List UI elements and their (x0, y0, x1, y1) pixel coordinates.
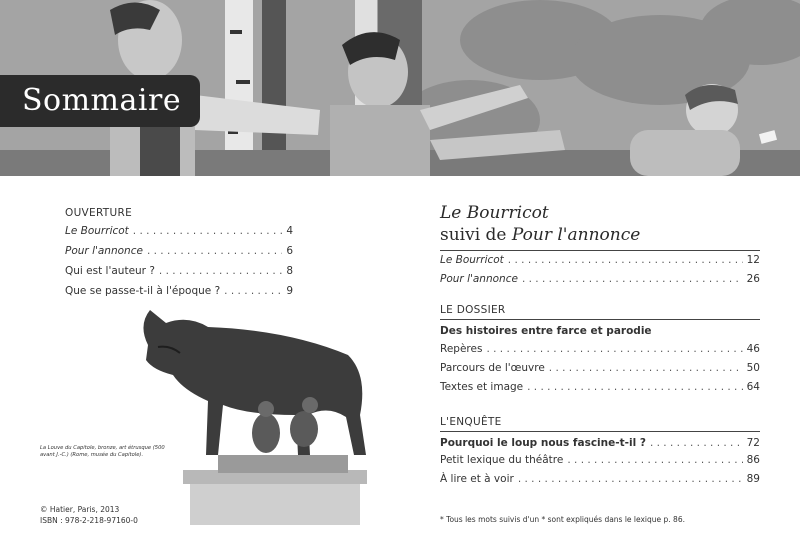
leader-dots (522, 273, 743, 285)
copyright-block (40, 504, 138, 526)
toc-entry-label: Textes et image (440, 381, 524, 393)
toc-entry[interactable] (440, 432, 760, 454)
toc-entry[interactable] (440, 454, 760, 473)
toc-entry-label: Pour l'annonce (65, 245, 143, 257)
toc-entry-page: 72 (746, 437, 760, 449)
toc-entry[interactable] (65, 245, 293, 265)
leader-dots (508, 252, 743, 268)
dossier-section (440, 304, 760, 400)
toc-entry-label: Petit lexique du théâtre (440, 454, 564, 466)
toc-entry-page: 4 (286, 225, 293, 237)
toc-entry-label: Qui est l'auteur ? (65, 265, 155, 277)
toc-entry-label: Le Bourricot (65, 225, 129, 237)
section-heading: OUVERTURE (65, 207, 133, 219)
section-subtitle: Des histoires entre farce et parodie (440, 325, 652, 337)
leader-dots (650, 433, 743, 453)
leader-dots (518, 473, 743, 485)
section-heading: L'ENQUÊTE (440, 416, 502, 428)
toc-entry-label: Que se passe-t-il à l'époque ? (65, 285, 221, 297)
toc-entry-page: 9 (286, 285, 293, 297)
work-title (440, 202, 640, 246)
toc-entry-page: 26 (746, 273, 760, 285)
toc-entry[interactable] (440, 381, 760, 400)
image-caption: La Louve du Capitole, bronze, art étrusque (500 avant J.-C.) (Rome, musée du Capitole). (40, 445, 165, 458)
toc-entry-page: 50 (746, 362, 760, 374)
toc-entry-page: 86 (746, 454, 760, 466)
toc-entry[interactable] (65, 285, 293, 305)
leader-dots (486, 343, 742, 355)
leader-dots (147, 245, 282, 257)
enquete-section (440, 416, 760, 492)
leader-dots (224, 285, 282, 297)
toc-entry-label: Le Bourricot (440, 254, 504, 266)
toc-entry-label: Pour l'annonce (440, 273, 518, 285)
toc-entry-label: Pourquoi le loup nous fascine-t-il ? (440, 437, 646, 449)
toc-entry-page: 46 (746, 343, 760, 355)
toc-entry-label: Repères (440, 343, 483, 355)
work-title-prefix: suivi de (440, 225, 512, 245)
section-heading: LE DOSSIER (440, 304, 506, 316)
leader-dots (133, 225, 283, 237)
toc-entry[interactable] (440, 473, 760, 492)
toc-entry-page: 89 (746, 473, 760, 485)
toc-entry[interactable] (440, 273, 760, 291)
work-title-italic: Pour l'annonce (511, 225, 641, 245)
work-title-line1: Le Bourricot (440, 203, 549, 223)
header-illustration (0, 0, 800, 176)
toc-entry[interactable] (440, 251, 760, 273)
toc-entry[interactable] (65, 225, 293, 245)
work-section (440, 250, 760, 291)
toc-entry[interactable] (440, 362, 760, 381)
work-title-line2 (440, 224, 640, 246)
toc-entry-page: 12 (746, 254, 760, 266)
toc-entry-page: 64 (746, 381, 760, 393)
toc-entry[interactable] (440, 343, 760, 362)
footnote: * Tous les mots suivis d'un * sont expliqués dans le lexique p. 86. (440, 515, 685, 524)
toc-entry-page: 8 (286, 265, 293, 277)
leader-dots (159, 265, 282, 277)
leader-dots (527, 381, 743, 393)
ouverture-section (65, 207, 293, 305)
toc-entry[interactable] (65, 265, 293, 285)
toc-entry-label: Parcours de l'œuvre (440, 362, 545, 374)
leader-dots (549, 362, 743, 374)
isbn-line: ISBN : 978-2-218-97160-0 (40, 516, 138, 525)
leader-dots (567, 454, 742, 466)
capitoline-wolf-image (128, 305, 368, 525)
copyright-line: © Hatier, Paris, 2013 (40, 505, 120, 514)
toc-entry-label: À lire et à voir (440, 473, 514, 485)
page-title: Sommaire (0, 75, 200, 127)
toc-entry-page: 6 (286, 245, 293, 257)
